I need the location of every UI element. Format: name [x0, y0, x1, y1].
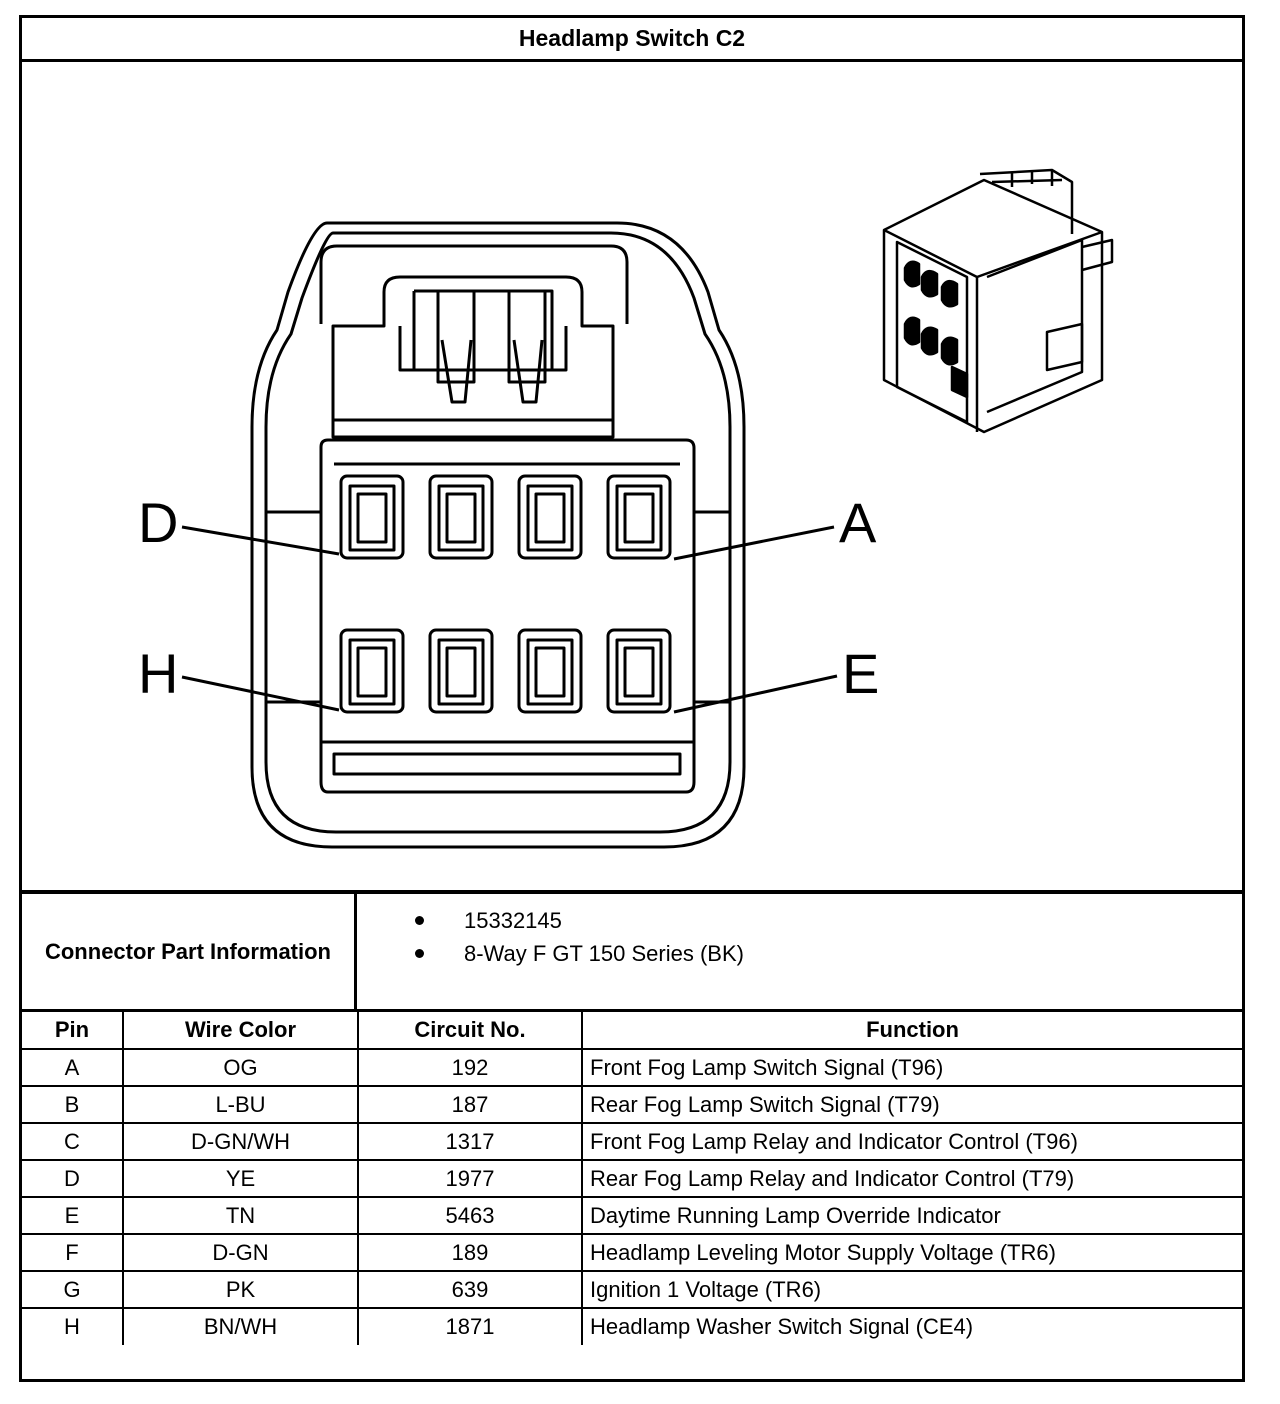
cell-function: Rear Fog Lamp Relay and Indicator Control (T79): [582, 1160, 1242, 1197]
cell-wire-color: L-BU: [123, 1086, 358, 1123]
connector-latch: [333, 277, 613, 437]
cell-wire-color: TN: [123, 1197, 358, 1234]
connector-sheet: [19, 15, 1245, 1382]
leader-line-a: [674, 527, 834, 559]
table-row: [22, 1308, 1242, 1345]
cell-circuit: 187: [358, 1086, 582, 1123]
leader-line-e: [674, 676, 837, 712]
table-row: [22, 1197, 1242, 1234]
cell-function: Headlamp Washer Switch Signal (CE4): [582, 1308, 1242, 1345]
pinout-table: [22, 1012, 1242, 1345]
header-circuit: Circuit No.: [358, 1012, 582, 1049]
cell-wire-color: OG: [123, 1049, 358, 1086]
cell-pin: H: [22, 1308, 123, 1345]
table-row: [22, 1123, 1242, 1160]
page-title: Headlamp Switch C2: [22, 18, 1242, 62]
cell-circuit: 5463: [358, 1197, 582, 1234]
cavity-row-top: [341, 476, 670, 558]
cell-wire-color: D-GN/WH: [123, 1123, 358, 1160]
cell-pin: E: [22, 1197, 123, 1234]
bullet-icon: [415, 904, 427, 937]
cell-circuit: 1317: [358, 1123, 582, 1160]
table-row: [22, 1160, 1242, 1197]
cell-circuit: 1871: [358, 1308, 582, 1345]
header-function: Function: [582, 1012, 1242, 1049]
bullet-icon: [415, 937, 427, 970]
cell-wire-color: YE: [123, 1160, 358, 1197]
connector-iso-view: [884, 170, 1112, 432]
table-row: [22, 1086, 1242, 1123]
cell-pin: C: [22, 1123, 123, 1160]
connector-part-information: [22, 894, 1242, 1012]
leader-line-d: [182, 527, 339, 554]
table-row: [22, 1049, 1242, 1086]
cell-wire-color: D-GN: [123, 1234, 358, 1271]
pin-label-d: D: [138, 491, 179, 554]
cell-pin: G: [22, 1271, 123, 1308]
part-number: 15332145: [464, 908, 562, 933]
part-info-item: [357, 937, 744, 970]
cell-function: Front Fog Lamp Switch Signal (T96): [582, 1049, 1242, 1086]
cell-function: Rear Fog Lamp Switch Signal (T79): [582, 1086, 1242, 1123]
cell-pin: B: [22, 1086, 123, 1123]
cell-pin: F: [22, 1234, 123, 1271]
cell-circuit: 192: [358, 1049, 582, 1086]
pin-label-a: A: [839, 491, 877, 554]
connector-figure: [22, 62, 1242, 894]
part-description: 8-Way F GT 150 Series (BK): [464, 941, 744, 966]
connector-drawing: [22, 62, 1242, 890]
cell-function: Ignition 1 Voltage (TR6): [582, 1271, 1242, 1308]
cell-pin: A: [22, 1049, 123, 1086]
leader-line-h: [182, 677, 339, 710]
pin-label-h: H: [138, 642, 179, 705]
part-info-item: [357, 904, 744, 937]
cell-circuit: 189: [358, 1234, 582, 1271]
cell-function: Front Fog Lamp Relay and Indicator Control (T96): [582, 1123, 1242, 1160]
cell-circuit: 639: [358, 1271, 582, 1308]
header-wire-color: Wire Color: [123, 1012, 358, 1049]
cell-pin: D: [22, 1160, 123, 1197]
cell-circuit: 1977: [358, 1160, 582, 1197]
cell-wire-color: PK: [123, 1271, 358, 1308]
cell-wire-color: BN/WH: [123, 1308, 358, 1345]
table-header-row: [22, 1012, 1242, 1049]
header-pin: Pin: [22, 1012, 123, 1049]
pin-label-e: E: [842, 642, 880, 705]
table-row: [22, 1234, 1242, 1271]
part-info-list: [357, 904, 744, 970]
cavity-row-bottom: [341, 630, 670, 712]
cell-function: Headlamp Leveling Motor Supply Voltage (TR6): [582, 1234, 1242, 1271]
table-row: [22, 1271, 1242, 1308]
cell-function: Daytime Running Lamp Override Indicator: [582, 1197, 1242, 1234]
part-info-label: Connector Part Information: [22, 894, 357, 1009]
